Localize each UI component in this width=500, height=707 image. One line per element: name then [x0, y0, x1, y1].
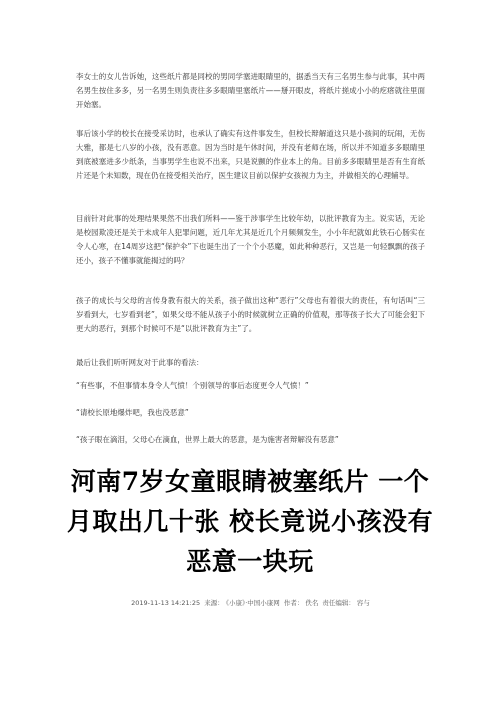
meta-source-label: 来源： [204, 599, 224, 607]
article-paragraph: 孩子的成长与父母的言传身教有很大的关系，孩子做出这种“恶行”父母也有着很大的责任，有句话叫“三岁看到大，七岁看到老”，如果父母不能从孩子小的时候就树立正确的价值观，那等孩子长大了可能会犯下更大的恶行，到那个时候可不是“以批评教育为主”了。 [76, 296, 425, 333]
article-paragraph: 事后该小学的校长在接受采访时，也承认了确实有这件事发生，但校长辩解道这只是小孩间的玩闹，无伤大雅，都是七八岁的小孩，没有恶意。因为当时是午休时间，并没有老师在场，所以并不知道多多眼睛里到底被塞进多少纸条，当事男学生也说不出来，只是说颤的作业本上的角。目前多多眼睛里是否有生育纸片还是个未知数，现在仍在接受相关治疗，医生建议目前以保护女孩视力为主，并做相关的心理辅导。 [76, 129, 425, 180]
article-headline: 河南7岁女童眼睛被塞纸片 一个月取出几十张 校长竟说小孩没有恶意一块玩 [66, 467, 434, 576]
meta-source: 《小康》·中国小康网 [225, 599, 280, 607]
netizen-quote: “有些事，不但事情本身令人气愤！个别领导的事后态度更令人气愤！” [76, 381, 309, 390]
article-paragraph: 最后让我们听听网友对于此事的看法： [76, 358, 204, 367]
article-paragraph: 目前针对此事的处理结果果然不出我们所料——鉴于涉事学生比较年幼，以批评教育为主。说实话，无论是校园欺凌还是关于未成年人犯罪问题，近几年尤其是近几个月频频发生，小小年纪就如此铁石心肠实在令人心寒，在14周岁这把“保护伞”下也诞生出了一个个小恶魔，如此种种恶行，又岂是一句轻飘飘的孩子还小，孩子不懂事就能揭过的吗？ [76, 214, 425, 265]
article-paragraph: 李女士的女儿告诉她，这些纸片都是同校的男同学塞进眼睛里的，据悉当天有三名男生参与此事，其中两名男生按住多多，另一名男生则负责往多多眼睛里塞纸片——掰开眼皮，将纸片搓成小小的疙瘩就往里面开始塞。 [76, 72, 425, 109]
meta-author-label: 作者： [283, 599, 304, 607]
article-meta [76, 598, 425, 608]
meta-author: 佚名 [305, 599, 319, 607]
meta-editor: 容与 [356, 599, 370, 607]
meta-datetime: 2019-11-13 14:21:25 [131, 599, 201, 607]
netizen-quote: “请校长原地爆炸吧，我也没恶意” [76, 408, 189, 417]
meta-editor-label: 责任编辑： [322, 599, 355, 607]
netizen-quote: “孩子眼在滴泪，父母心在滴血，世界上最大的恶意，是为施害者辩解没有恶意” [76, 435, 339, 444]
